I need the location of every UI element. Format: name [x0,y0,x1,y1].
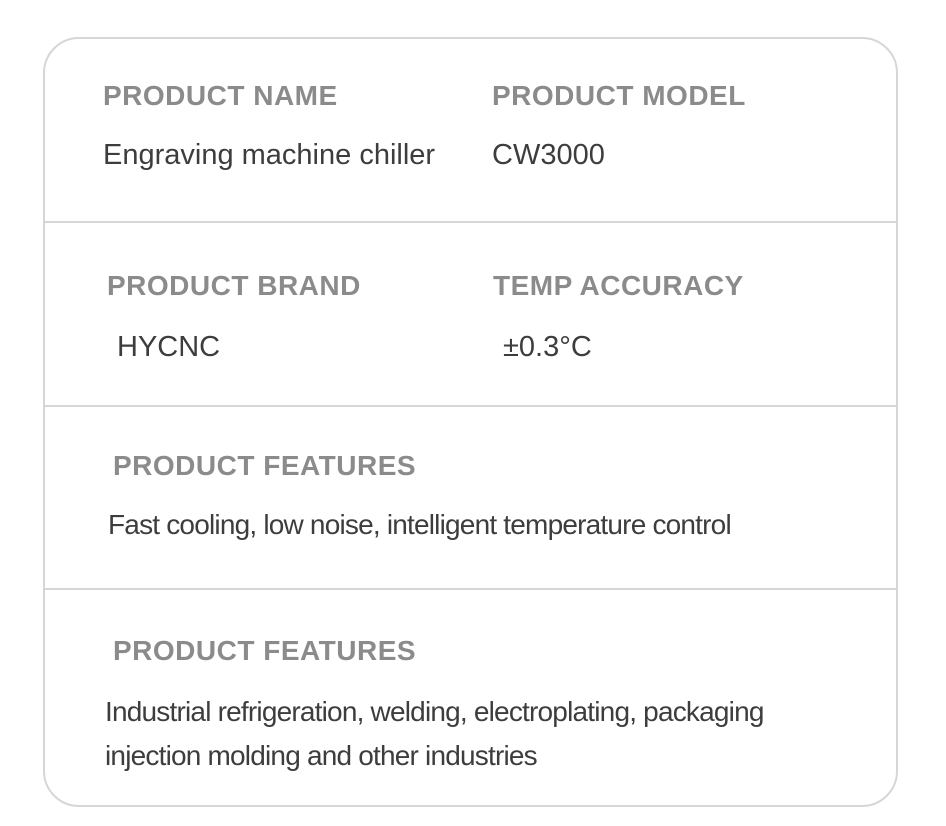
spec-row-features-1 [45,405,896,588]
product-features-value-2-line-2: injection molding and other industries [105,740,537,771]
product-brand-value: HYCNC [117,331,221,363]
product-features-label-2: PRODUCT FEATURES [113,635,417,666]
product-features-value-2-line-1: Industrial refrigeration, welding, electroplating, packaging [105,696,764,727]
product-features-value-1: Fast cooling, low noise, intelligent temperature control [108,509,731,540]
spec-cell-product-brand [45,269,492,405]
product-spec-card [43,37,898,807]
spec-row-brand-accuracy [45,221,896,405]
product-name-label: PRODUCT NAME [103,80,338,111]
product-model-label: PRODUCT MODEL [492,80,746,111]
temp-accuracy-label: TEMP ACCURACY [493,270,744,301]
product-features-label-1: PRODUCT FEATURES [113,450,417,481]
spec-cell-product-model [492,79,896,221]
spec-row-features-2 [45,588,896,807]
spec-row-name-model [45,39,896,221]
product-name-value: Engraving machine chiller [103,139,436,171]
spec-cell-product-name [45,79,492,221]
product-brand-label: PRODUCT BRAND [107,270,361,301]
temp-accuracy-value: ±0.3°C [503,331,592,363]
spec-cell-temp-accuracy [492,269,896,405]
product-model-value: CW3000 [492,139,605,171]
